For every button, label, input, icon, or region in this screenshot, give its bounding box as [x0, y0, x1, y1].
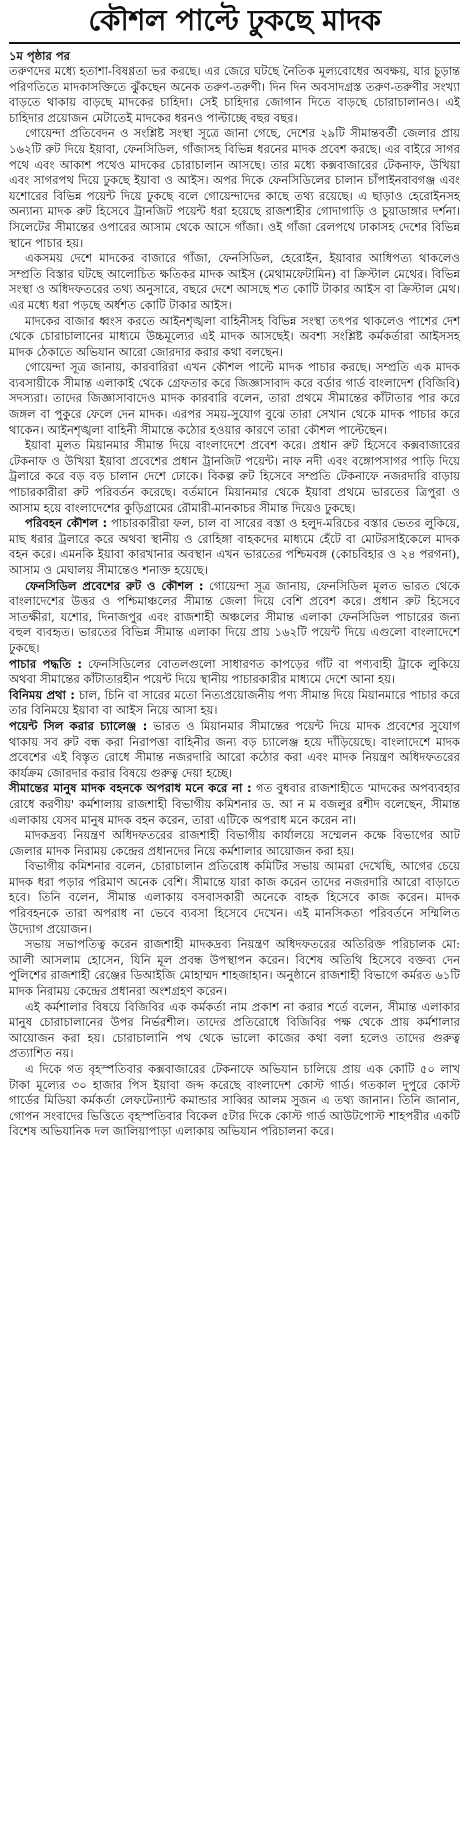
paragraph-subheading: পরিবহন কৌশল : [25, 516, 108, 531]
paragraph-text: মাদকের বাজার ধ্বংস করতে আইনশৃঙ্খলা বাহিনীসহ বিভিন্ন সংস্থা তৎপর থাকলেও পাশের দেশ থেকে চোরাচালানের মাধ্যমে উচ্চমূল্যের এই মাদক আসছেই। অবশ্য সংশ্লিষ্ট কর্মকর্তারা আইসসহ মাদক ঠেকাতে অভিযান আরো জোরদার করার কথা বলছেন। [9, 313, 460, 359]
article-paragraph [9, 579, 460, 657]
paragraph-subheading: বিনিময় প্রথা : [9, 687, 75, 702]
paragraph-text: একসময় দেশে মাদকের বাজারে গাঁজা, ফেনসিডিল, হেরোইন, ইয়াবার আধিপত্য থাকলেও সম্প্রতি বিস্তার ঘটছে আলোচিত ক্ষতিকর মাদক আইস (মেথামফেটামিন) বা ক্রিস্টাল মেথের। বিভিন্ন সংস্থা ও অধিদফতরের তথ্য অনুসারে, বছরে দেশে আসছে শত কোটি টাকার আইস বা ক্রিস্টাল মেথ। এর মধ্যে ধরা পড়ছে অর্ধশত কোটি টাকার আইস। [9, 251, 460, 312]
paragraph-text: ফেনসিডিলের বোতলগুলো সাধারণত কাপড়ের গাঁট বা পণ্যবাহী ট্রাকে লুকিয়ে অথবা সীমান্তের কাঁটাতারহীন পয়েন্ট দিয়ে স্থানীয় পাচারকারীর মাধ্যমে দেশে আনা হয়। [9, 656, 460, 687]
article-paragraph [9, 64, 460, 126]
paragraph-text: পাচারকারীরা ফল, চাল বা সারের বস্তা ও হলুদ-মরিচের বস্তার ভেতর লুকিয়ে, মাছ ধরার ট্রলারে করে অথবা স্থানীয় ও রোহিঙ্গা বাহকদের মাধ্যমে হেঁটে বা মোটরসাইকেলে মাদক বহন করে। এমনকি ইয়াবা কারখানার অবস্থান এখন ভারতের পশ্চিমবঙ্গ (কোচবিহার ও ২৪ পরগনা), আসাম ও মেঘালয় সীমান্তেও শনাক্ত হয়েছে। [9, 516, 460, 577]
article-paragraph [9, 516, 460, 578]
paragraph-text: বিভাগীয় কমিশনার বলেন, চোরাচালান প্রতিরোধ কমিটির সভায় আমরা দেখেছি, আগের চেয়ে মাদক ধরা পড়ার পরিমাণ অনেক বেশি। সীমান্তে যারা কাজ করেন তাদের নজরদারি আরো বাড়াতে হবে। তিনি বলেন, সীমান্ত এলাকায় বসবাসকারী অনেকে বাহক হিসেবে কাজ করেন। মাদক পরিবহনকে তারা অপরাধ না ভেবে ব্যবসা হিসেবে দেখেন। এই মানসিকতা পরিবর্তনে সম্মিলিত উদ্যোগ প্রয়োজন। [9, 859, 460, 936]
article-paragraph [9, 688, 460, 719]
article-paragraph [9, 126, 460, 251]
paragraph-text: ভারত ও মিয়ানমার সীমান্তের পয়েন্ট দিয়ে মাদক প্রবেশের সুযোগ থাকায় সব রুট বন্ধ করা নিরাপত্তা বাহিনীর জন্য বড় চ্যালেঞ্জ হয়ে দাঁড়িয়েছে। বাংলাদেশে মাদক প্রবেশের এই বিস্তৃত রোধে সীমান্ত নজরদারি আরো কঠোর করা এবং মাদক নিয়ন্ত্রণ অধিদফতরের কার্যক্রম জোরদার করার বিষয়ে গুরুত্ব দেয়া হচ্ছে। [9, 718, 460, 780]
article-body [9, 64, 460, 1140]
article-paragraph [9, 657, 460, 688]
paragraph-text: সভায় সভাপতিত্ব করেন রাজশাহী মাদকদ্রব্য নিয়ন্ত্রণ অধিদফতরের অতিরিক্ত পরিচালক মো: আলী আসলাম হোসেন, যিনি মূল প্রবন্ধ উপস্থাপন করেন। বিশেষ অতিথি হিসেবে বক্তব্য দেন পুলিশের রাজশাহী রেঞ্জের ডিআইজি মোহাম্মদ শাহজাহান। অনুষ্ঠানে রাজশাহী বিভাগে কর্মরত ৬১টি মাদক নিরাময় কেন্দ্রের প্রধানরা অংশগ্রহণ করেন। [9, 937, 460, 999]
article-paragraph [9, 1000, 460, 1062]
paragraph-text: চাল, চিনি বা সারের মতো নিত্যপ্রয়োজনীয় পণ্য সীমান্ত দিয়ে মিয়ানমারে পাচার করে তার বিনিময়ে ইয়াবা বা আইস নিয়ে আসা হয়। [9, 687, 460, 718]
article-paragraph [9, 251, 460, 313]
paragraph-text: গত বুধবার রাজশাহীতে 'মাদকের অপব্যবহার রোধে করণীয়' কর্মশালায় রাজশাহী বিভাগীয় কমিশনার ড. আ ন ম বজলুর রশীদ বলেছেন, সীমান্ত এলাকায় যেসব মানুষ মাদক বহন করেন, তারা এটিকে অপরাধ মনে করেন না। [9, 781, 460, 827]
paragraph-subheading: পাচার পদ্ধতি : [9, 656, 83, 671]
article-paragraph [9, 859, 460, 937]
article-paragraph [9, 937, 460, 999]
paragraph-subheading: পয়েন্ট সিল করার চ্যালেঞ্জ : [9, 718, 148, 733]
article-paragraph [9, 781, 460, 828]
article-paragraph [9, 828, 460, 859]
paragraph-subheading: ফেনসিডিল প্রবেশের রুট ও কৌশল : [25, 578, 204, 593]
article-paragraph [9, 719, 460, 781]
paragraph-text: গোয়েন্দা প্রতিবেদন ও সংশ্লিষ্ট সংস্থা সূত্রে জানা গেছে, দেশের ২৯টি সীমান্তবর্তী জেলার প্রায় ১৬২টি রুট দিয়ে ইয়াবা, ফেনসিডিল, গাঁজাসহ বিভিন্ন ধরনের মাদক প্রবেশ করছে। এর বাইরে সাগর পথে এবং আকাশ পথেও মাদকের চোরাচালান আসছে। তার মধ্যে কক্সবাজারের টেকনাফ, উখিয়া এবং সাগরপথ দিয়ে ঢুকছে ইয়াবা ও আইস। অপর দিকে ফেনসিডিলের চালান চাঁপাইনবাবগঞ্জ এবং যশোরের বিভিন্ন পয়েন্ট দিয়ে ঢুকছে বলে গোয়েন্দাদের কাছে তথ্য রয়েছে। এ ছাড়াও হেরোইনসহ অন্যান্য মাদক রুট হিসেবে ট্রানজিট পয়েন্ট ধরা হয়েছে রাজশাহীর গোদাগাড়ি ও চুয়াডাঙ্গার দর্শনা। সিলেটের সীমান্তের ওপারের আসাম থেকে আসে গাঁজা। ওই গাঁজা রেলপথে ঢাকাসহ দেশের বিভিন্ন স্থানে পাচার হয়। [9, 126, 460, 250]
paragraph-text: গোয়েন্দা সূত্র জানায়, কারবারিরা এখন কৌশল পাল্টে মাদক পাচার করছে। সম্প্রতি এক মাদক ব্যবসায়ীকে সীমান্ত এলাকাই থেকে গ্রেফতার করে জিজ্ঞাসাবাদ করে বর্ডার গার্ড বাংলাদেশ (বিজিবি) সদস্যরা। তাদের জিজ্ঞাসাবাদেও মাদক কারবারি বলেন, তারা প্রথমে সীমান্তের কাঁটাতার পার করে জঙ্গল বা পুকুরে ফেলে দেন মাদক। এরপর সময়-সুযোগ বুঝে তারা সেখান থেকে মাদক পাচার করে থাকেন। আইনশৃঙ্খলা বাহিনী সীমান্তে কঠোর হওয়ার কারণে তারা কৌশল পাল্টেছেন। [9, 360, 460, 437]
paragraph-text: গোয়েন্দা সূত্র জানায়, ফেনসিডিল মূলত ভারত থেকে বাংলাদেশের উত্তর ও পশ্চিমাঞ্চলের সীমান্ত জেলা দিয়ে বেশি প্রবেশ করে। প্রধান রুট হিসেবে সাতক্ষীরা, যশোর, দিনাজপুর এবং রাজশাহী অঞ্চলের সীমান্ত এলাকা ফেনসিডিল পাচারের জন্য বহুল ব্যবহৃত। ভারতের বিভিন্ন সীমান্ত এলাকা দিয়ে প্রায় ১৬২টি পয়েন্ট দিয়ে এগুলো বাংলাদেশে ঢুকছে। [9, 578, 461, 655]
article-paragraph [9, 438, 460, 516]
paragraph-text: মাদকদ্রব্য নিয়ন্ত্রণ অধিদফতরের রাজশাহী বিভাগীয় কার্যালয়ে সম্মেলন কক্ষে বিভাগের আট জেলার মাদক নিরাময় কেন্দ্রের প্রধানদের নিয়ে কর্মশালার আয়োজন করা হয়। [9, 828, 460, 858]
article-headline: কৌশল পাল্টে ঢুকছে মাদক [9, 0, 460, 44]
paragraph-text: তরুণদের মধ্যে হতাশা-বিষণ্ণতা ভর করছে। এর জেরে ঘটছে নৈতিক মূল্যবোধের অবক্ষয়, যার চূড়ান্ত পরিণতিতে মাদকাসক্তিতে ঝুঁকছেন অনেক তরুণ-তরুণী। দিন দিন অবসাদগ্রস্ত তরুণ-তরুণীর সংখ্যা বাড়তে থাকায় বাড়ছে মাদকের চাহিদা। সেই চাহিদার জোগান দিতে বাড়ছে চোরাচালানও। এই চাহিদার প্রয়োজন মেটাতেই মাদকের ধরনও পাল্টাচ্ছে বছর বছর। [9, 64, 460, 125]
article-paragraph [9, 360, 460, 438]
paragraph-subheading: সীমান্তের মানুষ মাদক বহনকে অপরাধ মনে করে না : [9, 781, 252, 796]
paragraph-text: এই কর্মশালার বিষয়ে বিজিবির এক কর্মকর্তা নাম প্রকাশ না করার শর্তে বলেন, সীমান্ত এলাকার মানুষ চোরাচালানের উপর নির্ভরশীল। তাদের প্রতিরোধে বিজিবির পক্ষ থেকে প্রায় কর্মশালার আয়োজন করা হয়। চোরাচালানি পথ থেকে ভালো কাজের কথা বলা হলেও তাদের গুরুত্ব প্রত্যাশিত নয়। [9, 999, 460, 1061]
continuation-label: ১ম পৃষ্ঠার পর [9, 49, 70, 63]
article-paragraph [9, 314, 460, 361]
paragraph-text: এ দিকে গত বৃহস্পতিবার কক্সবাজারের টেকনাফে অভিযান চালিয়ে প্রায় এক কোটি ৫০ লাখ টাকা মূল্যের ৩০ হাজার পিস ইয়াবা জব্দ করেছে বাংলাদেশ কোস্ট গার্ড। গতকাল দুপুরে কোস্ট গার্ডের মিডিয়া কর্মকর্তা লেফটেন্যান্ট কমান্ডার সাব্বির আলম সুজন এ তথ্য জানান। তিনি জানান, গোপন সংবাদের ভিত্তিতে বৃহস্পতিবার বিকেল ৫টার দিকে কোস্ট গার্ড আউটপোস্ট শাহপরীর একটি বিশেষ অভিযানিক দল জালিয়াপাড়া এলাকায় অভিযান পরিচালনা করে। [9, 1062, 460, 1139]
article-paragraph [9, 1062, 460, 1140]
paragraph-text: ইয়াবা মূলত মিয়ানমার সীমান্ত দিয়ে বাংলাদেশে প্রবেশ করে। প্রধান রুট হিসেবে কক্সবাজারের টেকনাফ ও উখিয়া ইয়াবা প্রবেশের প্রধান ট্রানজিট পয়েন্ট। নাফ নদী এবং বঙ্গোপসাগর পাড়ি দিয়ে ট্রলারে করে বড় বড় চালান দেশে ঢোকে। বিকল্প রুট হিসেবে সম্প্রতি টেকনাফে নজরদারি বাড়ায় পাচারকারীরা রুট পরিবর্তন করেছে। বর্তমানে মিয়ানমার থেকে ইয়াবা প্রথমে ভারতের ত্রিপুরা ও আসাম হয়ে বাংলাদেশের কুড়িগ্রামের রৌমারী-মানকাচর সীমান্ত দিয়েও ঢুকছে। [9, 438, 460, 515]
